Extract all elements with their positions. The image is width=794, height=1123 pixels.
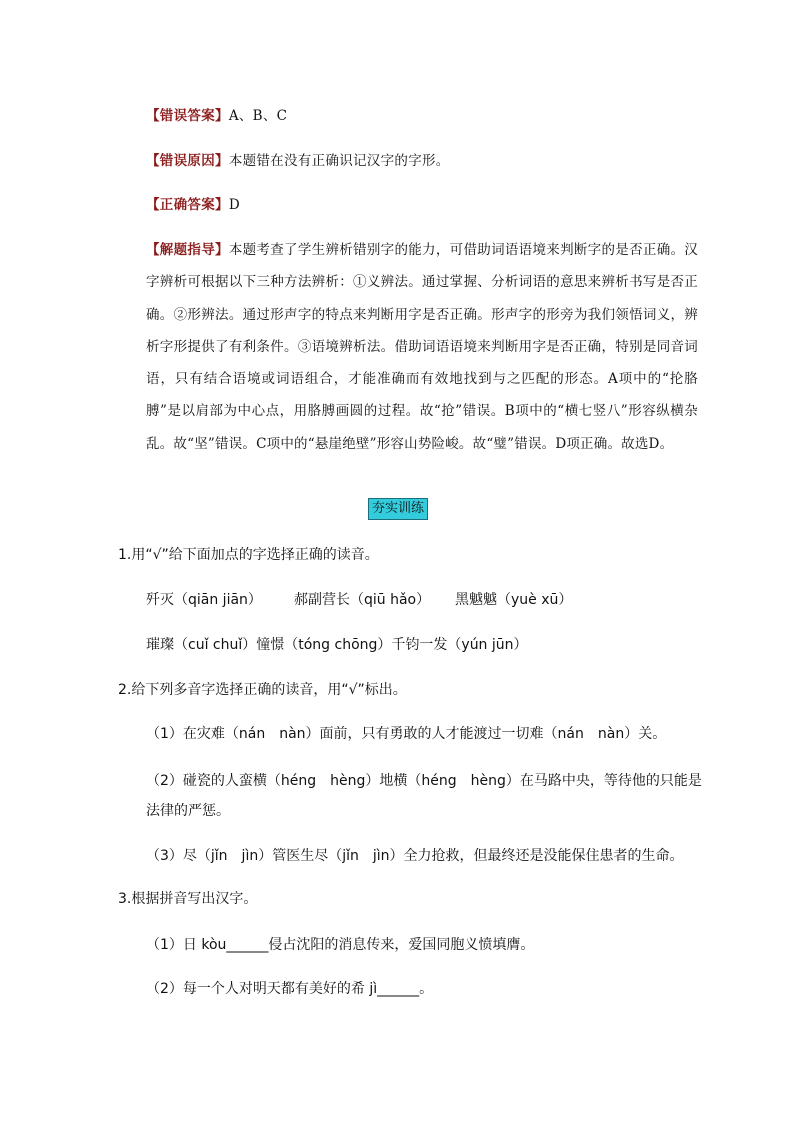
question-2-item-1: （1）在灾难（nán nàn）面前，只有勇敢的人才能渡过一切难（nán nàn）关。 [146, 726, 667, 742]
question-2-stem: 2.给下列多音字选择正确的读音，用“√”标出。 [118, 682, 407, 698]
question-3-stem: 3.根据拼音写出汉字。 [118, 891, 258, 907]
question-2-item-2: （2）碰瓷的人蛮横（héng hèng）地横（héng hèng）在马路中央，等待他的只能是法律的严惩。 [146, 773, 702, 819]
solution-guide-tag: 【解题指导】 [146, 242, 229, 258]
question-3-item-1: （1）日 kòu______侵占沈阳的消息传来，爱国同胞义愤填膺。 [146, 937, 535, 953]
error-answer-tag: 【错误答案】 [146, 108, 229, 124]
correct-answer-line [146, 193, 240, 213]
error-answer-text: A、B、C [228, 108, 288, 124]
solution-guide-paragraph [146, 234, 698, 460]
question-1-item-b: 郝副营长（qiū hǎo） [294, 592, 431, 608]
correct-answer-tag: 【正确答案】 [146, 197, 229, 213]
question-1-stem: 1.用“√”给下面加点的字选择正确的读音。 [118, 547, 379, 563]
error-reason-line [146, 149, 450, 169]
correct-answer-text: D [228, 197, 240, 213]
question-1-item-c: 黑魆魆（yuè xū） [455, 592, 573, 608]
error-answer-line [146, 104, 287, 124]
error-reason-tag: 【错误原因】 [146, 153, 229, 169]
question-1-item-a: 歼灭（qiān jiān） [146, 592, 262, 608]
error-reason-text: 本题错在没有正确识记汉字的字形。 [228, 153, 450, 169]
question-3-item-2: （2）每一个人对明天都有美好的希 jì______。 [146, 981, 434, 997]
solution-guide-text: 本题考查了学生辨析错别字的能力，可借助词语语境来判断字的是否正确。汉字辨析可根据以下三种方法辨析：①义辨法。通过掌握、分析词语的意思来辨析书写是否正确。②形辨法。通过形声字的特点来判断用字是否正确。形声字的形旁为我们领悟词义，辨析字形提供了有利条件。③语境辨析法。借助词语语境来判断用字是否正确，特别是同音词语，只有结合语境或词语组合，才能准确而有效地找到与之匹配的形态。A项中的“抡胳膊”是以肩部为中心点，用胳膊画圆的过程。故“抢”错误。B项中的“横七竖八”形容纵横杂乱。故“坚”错误。C项中的“悬崖绝壁”形容山势险峻。故“璧”错误。D项正确。故选D。 [146, 242, 698, 452]
section-title: 夯实训练 [368, 498, 428, 520]
question-2-item-3: （3）尽（jǐn jìn）管医生尽（jǐn jìn）全力抢救，但最终还是没能保住患者的生命。 [146, 848, 684, 864]
question-1-row-2: 璀璨（cuǐ chuǐ）憧憬（tóng chōng）千钧一发（yún jūn） [146, 637, 528, 653]
